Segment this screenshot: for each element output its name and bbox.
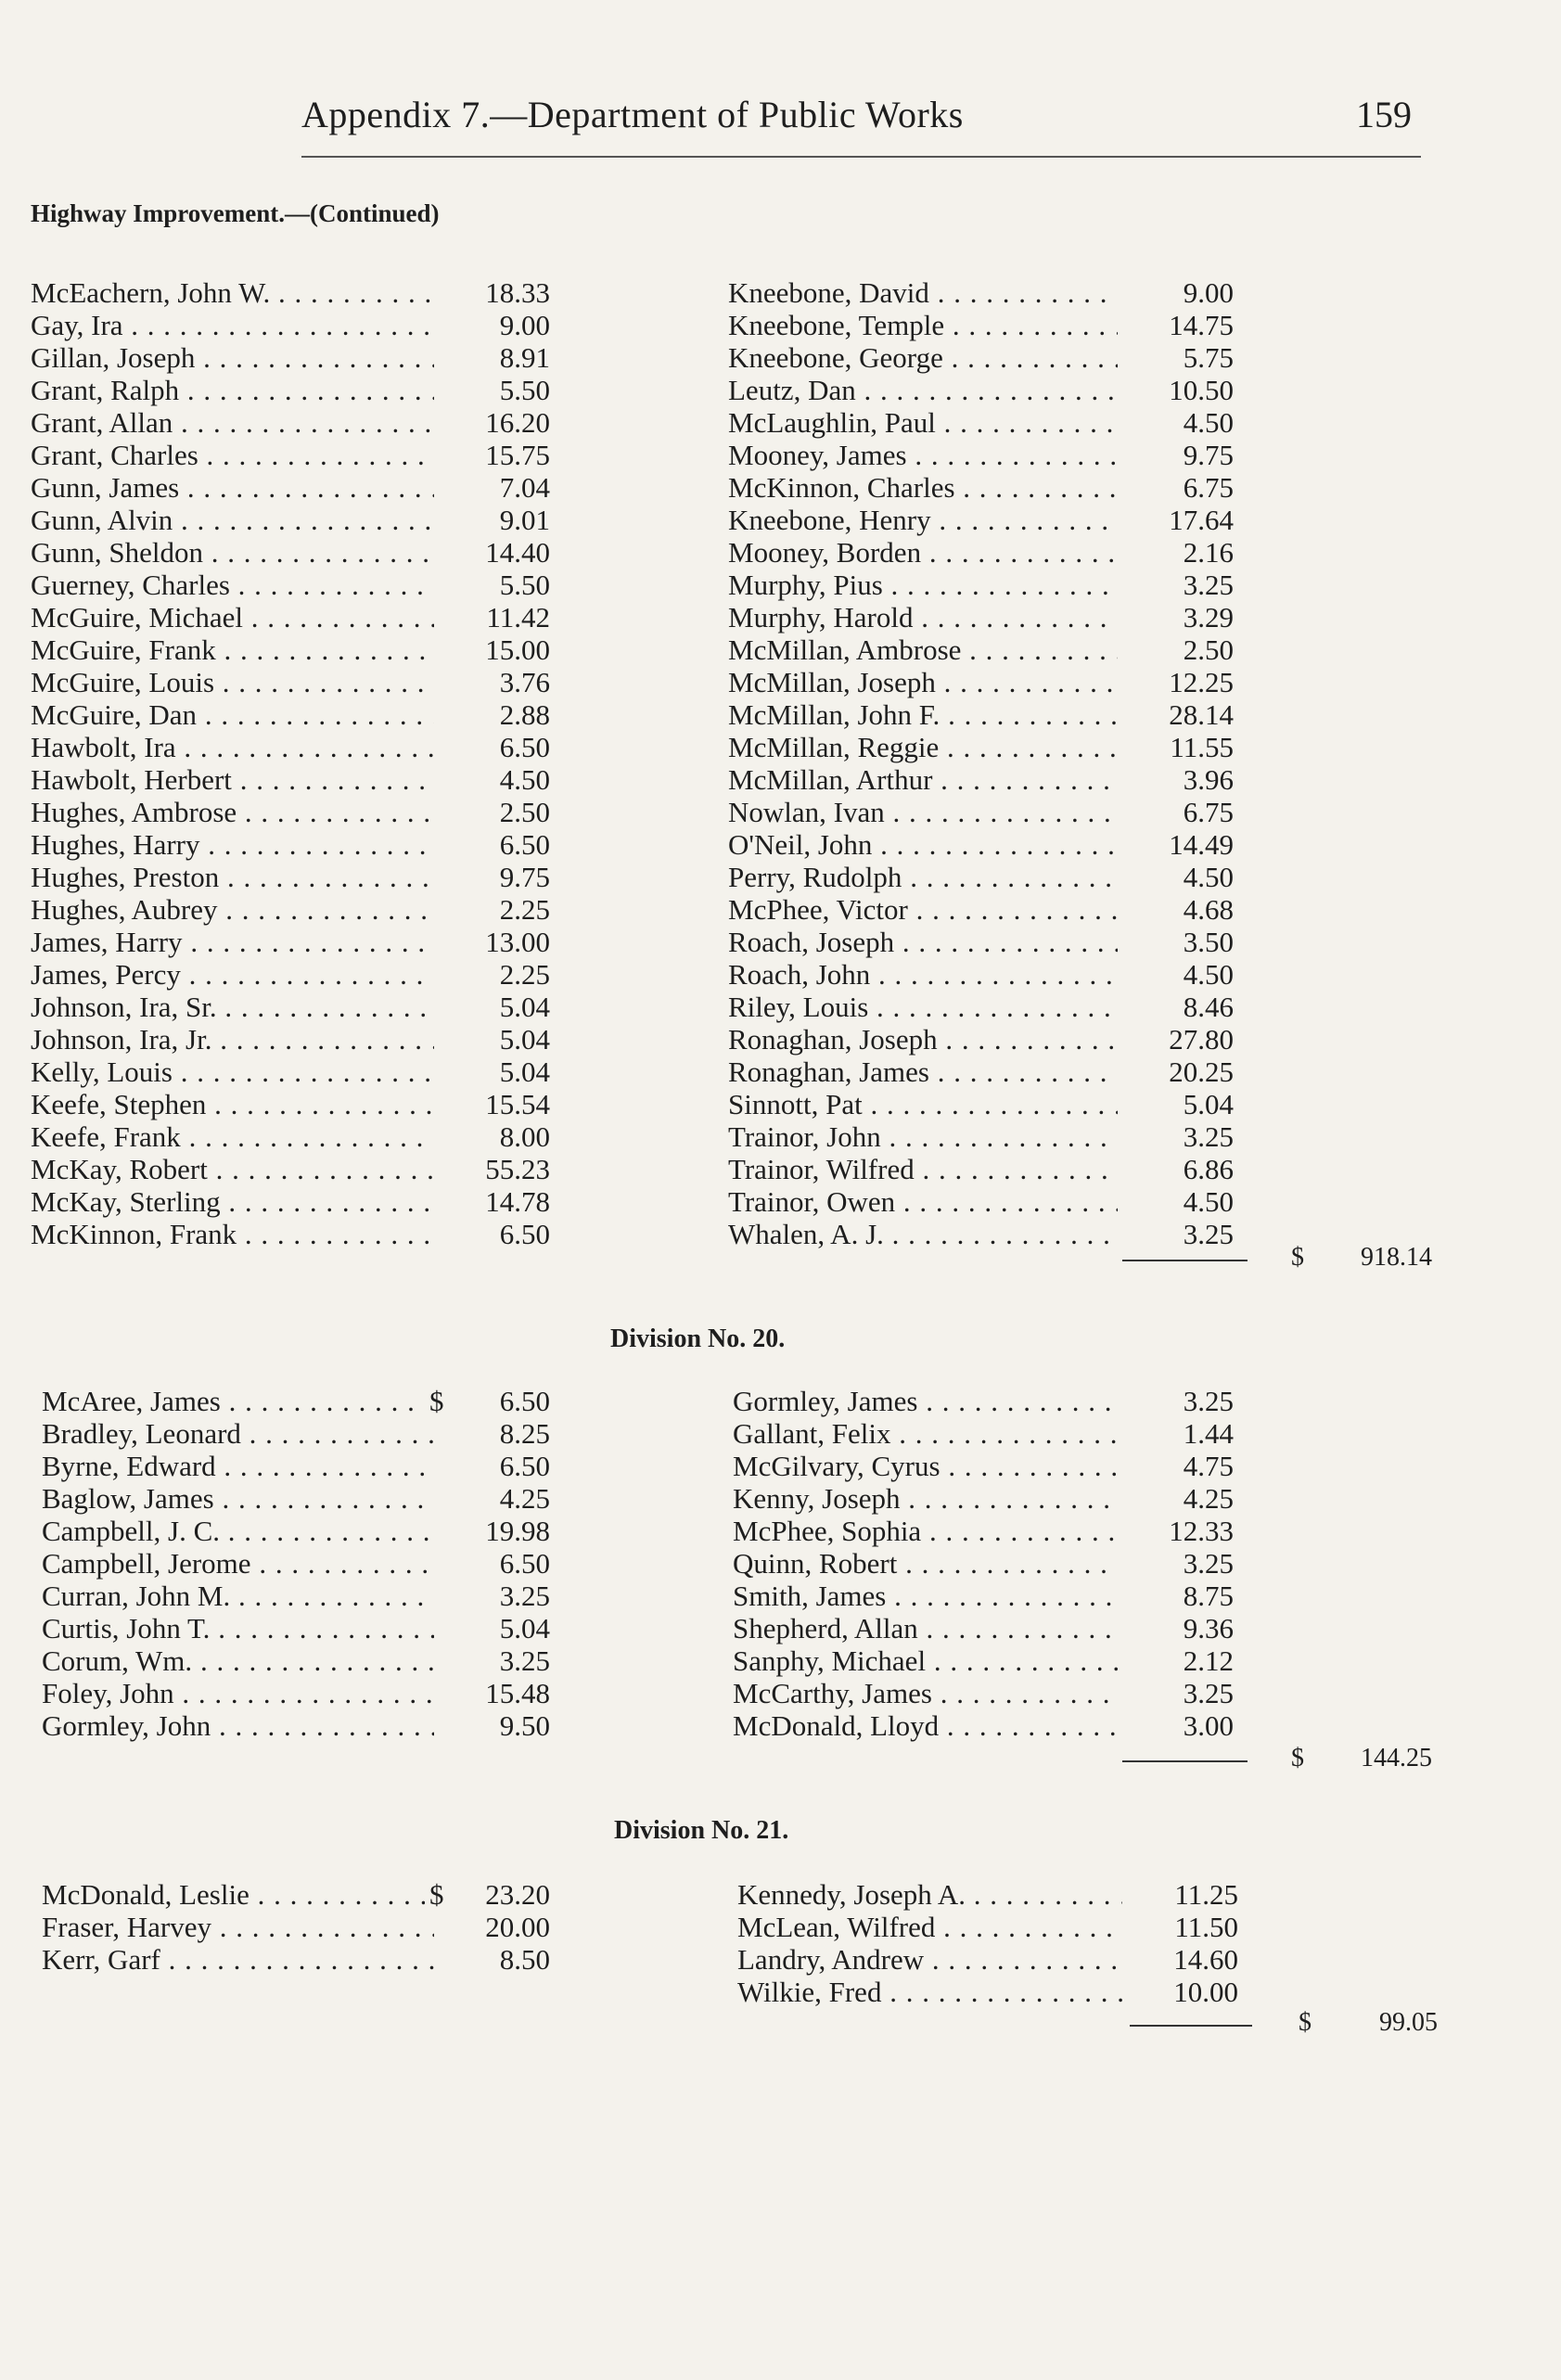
payment-amount: 11.25 bbox=[1174, 1878, 1238, 1911]
payee-name: Murphy, Harold . . . bbox=[728, 601, 1118, 633]
payee-name: Gunn, Sheldon . . . bbox=[31, 536, 434, 569]
currency-symbol: $ bbox=[429, 1385, 444, 1417]
ledger-row bbox=[31, 341, 550, 374]
ledger-row bbox=[733, 1385, 1234, 1417]
ledger-row bbox=[728, 666, 1234, 698]
ledger-row bbox=[728, 504, 1234, 536]
payment-amount: 3.25 bbox=[499, 1580, 550, 1612]
payment-amount: 3.76 bbox=[499, 666, 550, 698]
ledger-row bbox=[728, 731, 1234, 763]
payment-amount: 4.50 bbox=[499, 763, 550, 796]
division-20-left-column bbox=[42, 1385, 550, 1742]
ledger-row bbox=[728, 1185, 1234, 1218]
ledger-row bbox=[31, 893, 550, 926]
ledger-row bbox=[31, 763, 550, 796]
ledger-row bbox=[733, 1677, 1234, 1709]
payment-amount: 27.80 bbox=[1169, 1023, 1234, 1056]
payment-amount: 2.88 bbox=[499, 698, 550, 731]
payee-name: McKay, Sterling . . . bbox=[31, 1185, 434, 1218]
payee-name: Sanphy, Michael . . . bbox=[733, 1644, 1118, 1677]
payment-amount: 5.50 bbox=[499, 374, 550, 406]
ledger-row bbox=[31, 536, 550, 569]
payment-amount: 16.20 bbox=[485, 406, 550, 439]
payee-name: Corum, Wm. . . . bbox=[42, 1644, 434, 1677]
payee-name: Roach, John . . . bbox=[728, 958, 1118, 991]
payee-name: Gormley, John . . . bbox=[42, 1709, 434, 1742]
payee-name: Kneebone, Temple . . . bbox=[728, 309, 1118, 341]
payment-amount: 13.00 bbox=[485, 926, 550, 958]
ledger-row bbox=[728, 828, 1234, 861]
ledger-row bbox=[31, 1185, 550, 1218]
payee-name: Gunn, Alvin . . . bbox=[31, 504, 434, 536]
payment-amount: 23.20 bbox=[485, 1878, 550, 1911]
payee-name: McCarthy, James . . . bbox=[733, 1677, 1118, 1709]
ledger-row bbox=[728, 341, 1234, 374]
payment-amount: 2.25 bbox=[499, 958, 550, 991]
payee-name: Landry, Andrew . . . bbox=[737, 1943, 1122, 1976]
ledger-row bbox=[733, 1417, 1234, 1450]
ledger-row bbox=[31, 1120, 550, 1153]
payee-name: Kneebone, George . . . bbox=[728, 341, 1118, 374]
payee-name: Bradley, Leonard . . . bbox=[42, 1417, 434, 1450]
payment-amount: 3.25 bbox=[1183, 1677, 1234, 1709]
payee-name: Grant, Ralph . . . bbox=[31, 374, 434, 406]
block1-total-currency: $ bbox=[1291, 1243, 1304, 1272]
payee-name: McGuire, Dan . . . bbox=[31, 698, 434, 731]
payment-amount: 4.50 bbox=[1183, 958, 1234, 991]
payment-amount: 14.60 bbox=[1173, 1943, 1238, 1976]
ledger-row bbox=[733, 1612, 1234, 1644]
payee-name: Kneebone, David . . . bbox=[728, 276, 1118, 309]
payment-amount: 14.75 bbox=[1169, 309, 1234, 341]
payee-name: Nowlan, Ivan . . . bbox=[728, 796, 1118, 828]
payee-name: Riley, Louis . . . bbox=[728, 991, 1118, 1023]
payee-name: Guerney, Charles . . . bbox=[31, 569, 434, 601]
ledger-row bbox=[31, 1023, 550, 1056]
payment-amount: 7.04 bbox=[499, 471, 550, 504]
payment-amount: 4.50 bbox=[1183, 406, 1234, 439]
payment-amount: 2.50 bbox=[499, 796, 550, 828]
payee-name: McMillan, Reggie . . . bbox=[728, 731, 1118, 763]
ledger-row bbox=[728, 633, 1234, 666]
payment-amount: 5.04 bbox=[499, 991, 550, 1023]
payee-name: McKay, Robert . . . bbox=[31, 1153, 434, 1185]
payment-amount: 3.25 bbox=[1183, 1120, 1234, 1153]
ledger-row bbox=[31, 861, 550, 893]
payee-name: Ronaghan, James . . . bbox=[728, 1056, 1118, 1088]
payment-amount: 8.25 bbox=[499, 1417, 550, 1450]
payee-name: Trainor, Wilfred . . . bbox=[728, 1153, 1118, 1185]
payee-name: Curran, John M. . . . bbox=[42, 1580, 434, 1612]
ledger-row bbox=[31, 569, 550, 601]
payment-amount: 2.16 bbox=[1183, 536, 1234, 569]
ledger-row bbox=[42, 1911, 550, 1943]
ledger-row bbox=[737, 1878, 1238, 1911]
payee-name: Roach, Joseph . . . bbox=[728, 926, 1118, 958]
payment-amount: 10.50 bbox=[1169, 374, 1234, 406]
payee-name: Hughes, Ambrose . . . bbox=[31, 796, 434, 828]
division-20-total-currency: $ bbox=[1291, 1744, 1304, 1772]
payee-name: Baglow, James . . . bbox=[42, 1482, 434, 1515]
ledger-row bbox=[31, 1218, 550, 1250]
division-21-total-value: 99.05 bbox=[1379, 2008, 1438, 2037]
payment-amount: 11.50 bbox=[1174, 1911, 1238, 1943]
payment-amount: 9.75 bbox=[1183, 439, 1234, 471]
ledger-row bbox=[31, 1056, 550, 1088]
payment-amount: 15.75 bbox=[485, 439, 550, 471]
ledger-row bbox=[42, 1385, 550, 1417]
ledger-row bbox=[733, 1482, 1234, 1515]
payment-amount: 6.50 bbox=[499, 1218, 550, 1250]
payment-amount: 4.68 bbox=[1183, 893, 1234, 926]
division-20-heading: Division No. 20. bbox=[610, 1324, 786, 1353]
ledger-row bbox=[31, 828, 550, 861]
ledger-row bbox=[728, 763, 1234, 796]
ledger-row bbox=[733, 1515, 1234, 1547]
payee-name: James, Percy . . . bbox=[31, 958, 434, 991]
payee-name: Grant, Charles . . . bbox=[31, 439, 434, 471]
payee-name: McKinnon, Frank . . . bbox=[31, 1218, 434, 1250]
division-20-total bbox=[1291, 1744, 1432, 1777]
payee-name: McKinnon, Charles . . . bbox=[728, 471, 1118, 504]
ledger-row bbox=[42, 1878, 550, 1911]
payment-amount: 3.00 bbox=[1183, 1709, 1234, 1742]
payment-amount: 9.36 bbox=[1183, 1612, 1234, 1644]
payment-amount: 9.01 bbox=[499, 504, 550, 536]
payment-amount: 55.23 bbox=[485, 1153, 550, 1185]
payment-amount: 11.55 bbox=[1170, 731, 1234, 763]
payee-name: Hughes, Harry . . . bbox=[31, 828, 434, 861]
payment-amount: 9.00 bbox=[499, 309, 550, 341]
block1-total bbox=[1291, 1243, 1432, 1276]
payment-amount: 9.50 bbox=[499, 1709, 550, 1742]
ledger-row bbox=[733, 1450, 1234, 1482]
division-21-total-rule bbox=[1130, 2025, 1252, 2027]
ledger-row bbox=[733, 1709, 1234, 1742]
payee-name: Kerr, Garf . . . bbox=[42, 1943, 434, 1976]
payment-amount: 3.25 bbox=[1183, 1218, 1234, 1250]
division-20-right-column bbox=[733, 1385, 1234, 1742]
payee-name: McGilvary, Cyrus . . . bbox=[733, 1450, 1118, 1482]
ledger-row bbox=[728, 569, 1234, 601]
payment-amount: 4.25 bbox=[499, 1482, 550, 1515]
ledger-row bbox=[31, 504, 550, 536]
payment-amount: 5.04 bbox=[499, 1612, 550, 1644]
ledger-row bbox=[31, 406, 550, 439]
payee-name: Campbell, Jerome . . . bbox=[42, 1547, 434, 1580]
ledger-row bbox=[31, 666, 550, 698]
payment-amount: 17.64 bbox=[1169, 504, 1234, 536]
payee-name: McLaughlin, Paul . . . bbox=[728, 406, 1118, 439]
ledger-row bbox=[728, 374, 1234, 406]
ledger-row bbox=[733, 1644, 1234, 1677]
payee-name: Keefe, Stephen . . . bbox=[31, 1088, 434, 1120]
payment-amount: 8.46 bbox=[1183, 991, 1234, 1023]
payment-amount: 5.04 bbox=[1183, 1088, 1234, 1120]
payee-name: McGuire, Louis . . . bbox=[31, 666, 434, 698]
payee-name: Shepherd, Allan . . . bbox=[733, 1612, 1118, 1644]
payment-amount: 20.00 bbox=[485, 1911, 550, 1943]
page-header-title: Appendix 7.—Department of Public Works bbox=[301, 94, 964, 135]
payment-amount: 14.78 bbox=[485, 1185, 550, 1218]
ledger-row bbox=[31, 926, 550, 958]
ledger-row bbox=[733, 1580, 1234, 1612]
payment-amount: 6.50 bbox=[499, 1547, 550, 1580]
payee-name: Leutz, Dan . . . bbox=[728, 374, 1118, 406]
payee-name: Sinnott, Pat . . . bbox=[728, 1088, 1118, 1120]
payment-amount: 15.54 bbox=[485, 1088, 550, 1120]
payment-amount: 9.00 bbox=[1183, 276, 1234, 309]
payment-amount: 8.75 bbox=[1183, 1580, 1234, 1612]
ledger-row bbox=[42, 1943, 550, 1976]
payee-name: McMillan, John F. . . . bbox=[728, 698, 1118, 731]
block1-right-column bbox=[728, 276, 1234, 1250]
payment-amount: 4.75 bbox=[1183, 1450, 1234, 1482]
ledger-row bbox=[31, 958, 550, 991]
payment-amount: 3.25 bbox=[1183, 1385, 1234, 1417]
payee-name: Gillan, Joseph . . . bbox=[31, 341, 434, 374]
payee-name: McDonald, Leslie . . . bbox=[42, 1878, 425, 1911]
block1-left-column bbox=[31, 276, 550, 1250]
ledger-row bbox=[31, 698, 550, 731]
payment-amount: 5.75 bbox=[1183, 341, 1234, 374]
payee-name: Grant, Allan . . . bbox=[31, 406, 434, 439]
payment-amount: 5.04 bbox=[499, 1056, 550, 1088]
payee-name: Johnson, Ira, Sr. . . . bbox=[31, 991, 434, 1023]
payee-name: Murphy, Pius . . . bbox=[728, 569, 1118, 601]
ledger-row bbox=[31, 991, 550, 1023]
ledger-row bbox=[728, 861, 1234, 893]
payee-name: Curtis, John T. . . . bbox=[42, 1612, 434, 1644]
payment-amount: 3.50 bbox=[1183, 926, 1234, 958]
ledger-row bbox=[42, 1417, 550, 1450]
division-20-total-rule bbox=[1122, 1760, 1248, 1762]
payment-amount: 18.33 bbox=[485, 276, 550, 309]
ledger-row bbox=[728, 471, 1234, 504]
header-rule bbox=[301, 156, 1421, 158]
ledger-row bbox=[728, 1120, 1234, 1153]
ledger-row bbox=[42, 1612, 550, 1644]
division-20-total-value: 144.25 bbox=[1361, 1744, 1432, 1772]
payee-name: Byrne, Edward . . . bbox=[42, 1450, 434, 1482]
payee-name: Gunn, James . . . bbox=[31, 471, 434, 504]
ledger-row bbox=[31, 374, 550, 406]
payment-amount: 3.25 bbox=[1183, 1547, 1234, 1580]
payment-amount: 4.50 bbox=[1183, 1185, 1234, 1218]
payment-amount: 14.49 bbox=[1169, 828, 1234, 861]
payment-amount: 3.29 bbox=[1183, 601, 1234, 633]
payee-name: McMillan, Joseph . . . bbox=[728, 666, 1118, 698]
block1-total-rule bbox=[1122, 1260, 1248, 1261]
payee-name: McPhee, Victor . . . bbox=[728, 893, 1118, 926]
ledger-row bbox=[31, 276, 550, 309]
page-number: 159 bbox=[1356, 94, 1412, 135]
payee-name: Smith, James . . . bbox=[733, 1580, 1118, 1612]
ledger-row bbox=[42, 1677, 550, 1709]
ledger-row bbox=[728, 698, 1234, 731]
payment-amount: 19.98 bbox=[485, 1515, 550, 1547]
payment-amount: 8.91 bbox=[499, 341, 550, 374]
section-title: Highway Improvement.—(Continued) bbox=[31, 199, 440, 227]
payee-name: Kneebone, Henry . . . bbox=[728, 504, 1118, 536]
ledger-row bbox=[31, 731, 550, 763]
payee-name: James, Harry . . . bbox=[31, 926, 434, 958]
ledger-row bbox=[42, 1482, 550, 1515]
payment-amount: 3.25 bbox=[1183, 569, 1234, 601]
payment-amount: 9.75 bbox=[499, 861, 550, 893]
division-21-total bbox=[1299, 2008, 1438, 2041]
payee-name: Mooney, Borden . . . bbox=[728, 536, 1118, 569]
payee-name: Kennedy, Joseph A. . . . bbox=[737, 1878, 1122, 1911]
payee-name: McAree, James . . . bbox=[42, 1385, 425, 1417]
payment-amount: 6.50 bbox=[499, 731, 550, 763]
ledger-row bbox=[728, 796, 1234, 828]
payee-name: Fraser, Harvey . . . bbox=[42, 1911, 434, 1943]
payee-name: McDonald, Lloyd . . . bbox=[733, 1709, 1118, 1742]
payee-name: Hawbolt, Herbert . . . bbox=[31, 763, 434, 796]
payment-amount: 15.48 bbox=[485, 1677, 550, 1709]
payee-name: O'Neil, John . . . bbox=[728, 828, 1118, 861]
currency-symbol: $ bbox=[429, 1878, 444, 1911]
payment-amount: 2.50 bbox=[1183, 633, 1234, 666]
division-21-right-column bbox=[737, 1878, 1238, 2008]
division-21-total-currency: $ bbox=[1299, 2008, 1311, 2037]
division-21-heading: Division No. 21. bbox=[614, 1816, 789, 1845]
payee-name: Hughes, Preston . . . bbox=[31, 861, 434, 893]
payment-amount: 15.00 bbox=[485, 633, 550, 666]
payee-name: Whalen, A. J. . . . bbox=[728, 1218, 1118, 1250]
payee-name: Gormley, James . . . bbox=[733, 1385, 1118, 1417]
payment-amount: 6.50 bbox=[499, 1450, 550, 1482]
ledger-row bbox=[728, 276, 1234, 309]
ledger-row bbox=[728, 439, 1234, 471]
payment-amount: 5.50 bbox=[499, 569, 550, 601]
ledger-row bbox=[728, 991, 1234, 1023]
payee-name: Keefe, Frank . . . bbox=[31, 1120, 434, 1153]
ledger-row bbox=[31, 796, 550, 828]
division-21-left-column bbox=[42, 1878, 550, 1976]
payee-name: Quinn, Robert . . . bbox=[733, 1547, 1118, 1580]
payment-amount: 10.00 bbox=[1173, 1976, 1238, 2008]
ledger-row bbox=[728, 601, 1234, 633]
payee-name: McPhee, Sophia . . . bbox=[733, 1515, 1118, 1547]
payee-name: Trainor, Owen . . . bbox=[728, 1185, 1118, 1218]
payment-amount: 4.25 bbox=[1183, 1482, 1234, 1515]
ledger-row bbox=[42, 1450, 550, 1482]
payee-name: Mooney, James . . . bbox=[728, 439, 1118, 471]
ledger-row bbox=[31, 471, 550, 504]
ledger-row bbox=[737, 1943, 1238, 1976]
ledger-row bbox=[733, 1547, 1234, 1580]
payee-name: Gay, Ira . . . bbox=[31, 309, 434, 341]
ledger-row bbox=[728, 1056, 1234, 1088]
payee-name: Hawbolt, Ira . . . bbox=[31, 731, 434, 763]
ledger-row bbox=[728, 1153, 1234, 1185]
payment-amount: 8.50 bbox=[499, 1943, 550, 1976]
payee-name: McGuire, Michael . . . bbox=[31, 601, 434, 633]
payment-amount: 6.50 bbox=[499, 828, 550, 861]
ledger-row bbox=[737, 1911, 1238, 1943]
ledger-row bbox=[728, 958, 1234, 991]
payment-amount: 6.50 bbox=[499, 1385, 550, 1417]
ledger-row bbox=[31, 309, 550, 341]
ledger-row bbox=[728, 309, 1234, 341]
payee-name: Wilkie, Fred . . . bbox=[737, 1976, 1122, 2008]
payee-name: Gallant, Felix . . . bbox=[733, 1417, 1118, 1450]
ledger-row bbox=[728, 893, 1234, 926]
payee-name: McMillan, Ambrose . . . bbox=[728, 633, 1118, 666]
payment-amount: 2.25 bbox=[499, 893, 550, 926]
payment-amount: 11.42 bbox=[486, 601, 550, 633]
ledger-row bbox=[42, 1547, 550, 1580]
payee-name: Foley, John . . . bbox=[42, 1677, 434, 1709]
payment-amount: 1.44 bbox=[1183, 1417, 1234, 1450]
payment-amount: 2.12 bbox=[1183, 1644, 1234, 1677]
ledger-row bbox=[737, 1976, 1238, 2008]
payee-name: McLean, Wilfred . . . bbox=[737, 1911, 1122, 1943]
payee-name: Johnson, Ira, Jr. . . . bbox=[31, 1023, 434, 1056]
payment-amount: 14.40 bbox=[485, 536, 550, 569]
payment-amount: 4.50 bbox=[1183, 861, 1234, 893]
ledger-row bbox=[728, 1088, 1234, 1120]
payment-amount: 28.14 bbox=[1169, 698, 1234, 731]
payment-amount: 5.04 bbox=[499, 1023, 550, 1056]
ledger-row bbox=[728, 926, 1234, 958]
payment-amount: 6.75 bbox=[1183, 796, 1234, 828]
ledger-row bbox=[42, 1644, 550, 1677]
ledger-row bbox=[31, 633, 550, 666]
payee-name: McGuire, Frank . . . bbox=[31, 633, 434, 666]
ledger-row bbox=[42, 1580, 550, 1612]
block1-total-value: 918.14 bbox=[1361, 1243, 1432, 1272]
payment-amount: 6.75 bbox=[1183, 471, 1234, 504]
payee-name: McMillan, Arthur . . . bbox=[728, 763, 1118, 796]
payment-amount: 8.00 bbox=[499, 1120, 550, 1153]
ledger-row bbox=[31, 439, 550, 471]
payment-amount: 3.25 bbox=[499, 1644, 550, 1677]
ledger-row bbox=[42, 1515, 550, 1547]
payee-name: Trainor, John . . . bbox=[728, 1120, 1118, 1153]
payee-name: Campbell, J. C. . . . bbox=[42, 1515, 434, 1547]
payment-amount: 12.25 bbox=[1169, 666, 1234, 698]
payment-amount: 12.33 bbox=[1169, 1515, 1234, 1547]
payee-name: Perry, Rudolph . . . bbox=[728, 861, 1118, 893]
payee-name: Kelly, Louis . . . bbox=[31, 1056, 434, 1088]
payee-name: Hughes, Aubrey . . . bbox=[31, 893, 434, 926]
ledger-row bbox=[31, 1153, 550, 1185]
payment-amount: 3.96 bbox=[1183, 763, 1234, 796]
ledger-row bbox=[728, 1218, 1234, 1250]
payment-amount: 6.86 bbox=[1183, 1153, 1234, 1185]
payee-name: Kenny, Joseph . . . bbox=[733, 1482, 1118, 1515]
ledger-row bbox=[31, 601, 550, 633]
payee-name: Ronaghan, Joseph . . . bbox=[728, 1023, 1118, 1056]
ledger-row bbox=[728, 1023, 1234, 1056]
ledger-row bbox=[728, 406, 1234, 439]
ledger-row bbox=[31, 1088, 550, 1120]
ledger-row bbox=[728, 536, 1234, 569]
ledger-row bbox=[42, 1709, 550, 1742]
payee-name: McEachern, John W. . . . bbox=[31, 276, 434, 309]
payment-amount: 20.25 bbox=[1169, 1056, 1234, 1088]
